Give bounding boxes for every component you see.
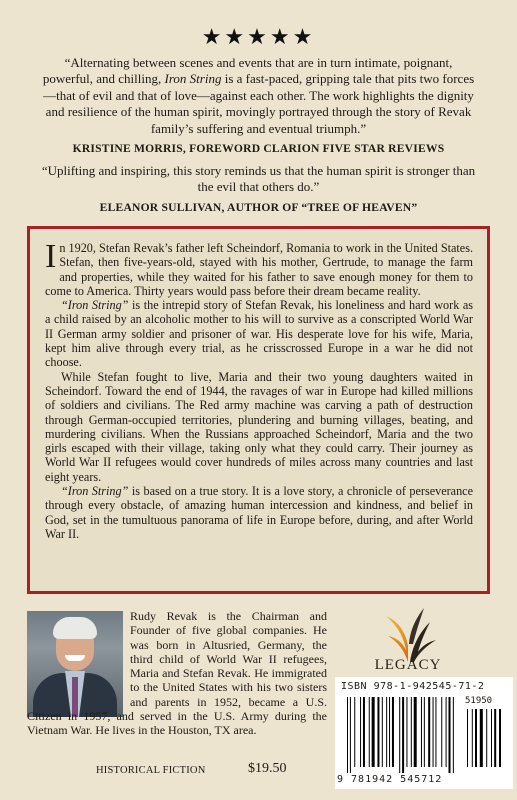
publisher-name: LEGACY [374, 657, 442, 673]
barcode-bars [347, 697, 511, 775]
synopsis-paragraph-1: In 1920, Stefan Revak’s father left Scheindorf, Romania to work in the United States. Stefan, then five-years-old, stayed with his mother, Gertrude, to manage the farm and properties, while they waited for his father to save enough money for them to come to America. Thirty years would pass before their dream became reality. [45, 238, 473, 298]
price-label: $19.50 [248, 761, 287, 776]
barcode-digits: 9 781942 545712 [337, 774, 443, 785]
synopsis-box [27, 226, 490, 594]
review-2-quote: “Uplifting and inspiring, this story reminds us that the human spirit is stronger than the evil that others do.” [41, 163, 476, 195]
genre-label: HISTORICAL FICTION [96, 765, 206, 776]
review-2 [40, 163, 477, 216]
synopsis-paragraph-4: “Iron String” is based on a true story. It is a love story, a chronicle of perseverance through every obstacle, of amazing human intercession and kindness, and belief in God, set in the tumultuous panorama of life in Europe before, during, and after World War II. [45, 484, 473, 541]
isbn-barcode [335, 677, 513, 789]
review-1-quote: “Alternating between scenes and events that are in turn intimate, poignant, powerful, and chilling, Iron String is a fast-paced, gripping tale that pits two forces—that of evil and that of love—against each other. The work highlights the dignity and resilience of the human spirit, movingly portrayed through the story of Revak family’s suffering and eventual triumph.” [42, 55, 475, 136]
author-bio-text: Rudy Revak is the Chairman and Founder of five global companies. He was born in Altusried, Germany, the third child of World War II refugees, Maria and Stefan Revak. He immigrated to the United States with his two sisters and parents in 1952, became a U.S. Citizen in 1957, and served in the U.S. Army during the Vietnam War. He lives in the Houston, TX area. [27, 609, 327, 738]
synopsis-paragraph-2: “Iron String” is the intrepid story of Stefan Revak, his loneliness and hard work as a child raised by an alcoholic mother to his will to survive as a conscripted World War II German army soldier and prisoner of war. His desperate love for his wife, Maria, kept him alive through every trial, as he crisscrossed Europe in a war he did not choose. [45, 298, 473, 370]
review-1 [40, 55, 477, 157]
star-rating: ★★★★★ [201, 24, 316, 49]
isbn-label: ISBN 978-1-942545-71-2 [341, 681, 485, 692]
synopsis-paragraph-3: While Stefan fought to live, Maria and their two young daughters waited in Scheindorf. Toward the end of 1944, the ravages of war in Europe had killed millions of soldiers and civilians. The Red army machine was carving a path of destruction through German-occupied territories, plundering and burning villages, beating, and murdering civilians. When the Russians approached Scheindorf, Maria and the two girls escaped with their village, taking only what they could carry. Their journey as World War II refugees would cover hundreds of miles across many countries and last eight years. [45, 369, 473, 484]
publisher-logo-icon [368, 604, 448, 664]
author-bio [27, 609, 327, 738]
review-1-attribution: KRISTINE MORRIS, FOREWORD CLARION FIVE STAR REVIEWS [72, 142, 445, 156]
drop-cap: I [45, 238, 57, 275]
price-addon-number: 51950 [465, 696, 493, 706]
review-2-attribution: ELEANOR SULLIVAN, AUTHOR OF “TREE OF HEAVEN” [99, 200, 418, 214]
